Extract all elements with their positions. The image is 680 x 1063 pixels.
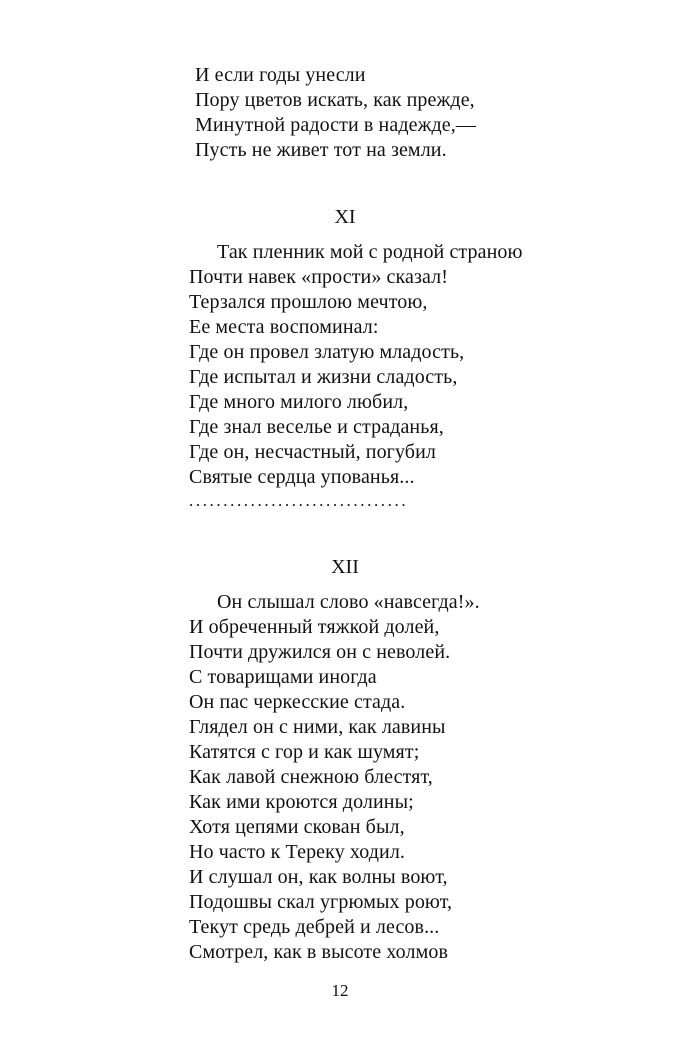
verse-line: Пусть не живет тот на земли. bbox=[195, 139, 447, 161]
omission-dots: ................................ bbox=[189, 491, 409, 510]
verse-line: Где он провел златую младость, bbox=[189, 341, 465, 363]
verse-line: Почти навек «прости» сказал! bbox=[189, 266, 449, 288]
verse-line: Где он, несчастный, погубил bbox=[189, 441, 436, 463]
verse-line: Смотрел, как в высоте холмов bbox=[189, 941, 448, 963]
verse-line: И если годы унесли bbox=[195, 64, 366, 86]
section-heading-xii: XII bbox=[331, 556, 359, 578]
verse-line: Он слышал слово «навсегда!». bbox=[217, 591, 480, 613]
verse-line: Святые сердца упованья... bbox=[189, 466, 415, 488]
stanza-xii bbox=[189, 590, 480, 965]
verse-line: Как лавой снежною блестят, bbox=[189, 766, 433, 788]
verse-line: Где знал веселье и страданья, bbox=[189, 416, 444, 438]
verse-line: Катятся с гор и как шумят; bbox=[189, 741, 420, 763]
verse-line: С товарищами иногда bbox=[189, 666, 377, 688]
verse-line: Текут средь дебрей и лесов... bbox=[189, 916, 440, 938]
verse-line: Где испытал и жизни сладость, bbox=[189, 366, 458, 388]
verse-line: Как ими кроются долины; bbox=[189, 791, 414, 813]
verse-line: Минутной радости в надежде,— bbox=[195, 114, 476, 136]
verse-line: Где много милого любил, bbox=[189, 391, 409, 413]
stanza-xi bbox=[189, 240, 523, 512]
verse-line: Но часто к Тереку ходил. bbox=[189, 841, 406, 863]
page-number: 12 bbox=[331, 981, 349, 1000]
verse-line: Почти дружился он с неволей. bbox=[189, 641, 451, 663]
stanza-top bbox=[195, 63, 476, 163]
verse-line: Пору цветов искать, как прежде, bbox=[195, 89, 475, 111]
verse-line: И обреченный тяжкой долей, bbox=[189, 616, 440, 638]
verse-line: Так пленник мой с родной страною bbox=[217, 241, 523, 263]
verse-line: Терзался прошлою мечтою, bbox=[189, 291, 428, 313]
verse-line: Ее места воспоминал: bbox=[189, 316, 379, 338]
verse-line: Подошвы скал угрюмых роют, bbox=[189, 891, 453, 913]
verse-line: Он пас черкесские стада. bbox=[189, 691, 406, 713]
verse-line: Хотя цепями скован был, bbox=[189, 816, 405, 838]
verse-line: И слушал он, как волны воют, bbox=[189, 866, 448, 888]
section-heading-xi: XI bbox=[334, 206, 356, 228]
verse-line: Глядел он с ними, как лавины bbox=[189, 716, 446, 738]
